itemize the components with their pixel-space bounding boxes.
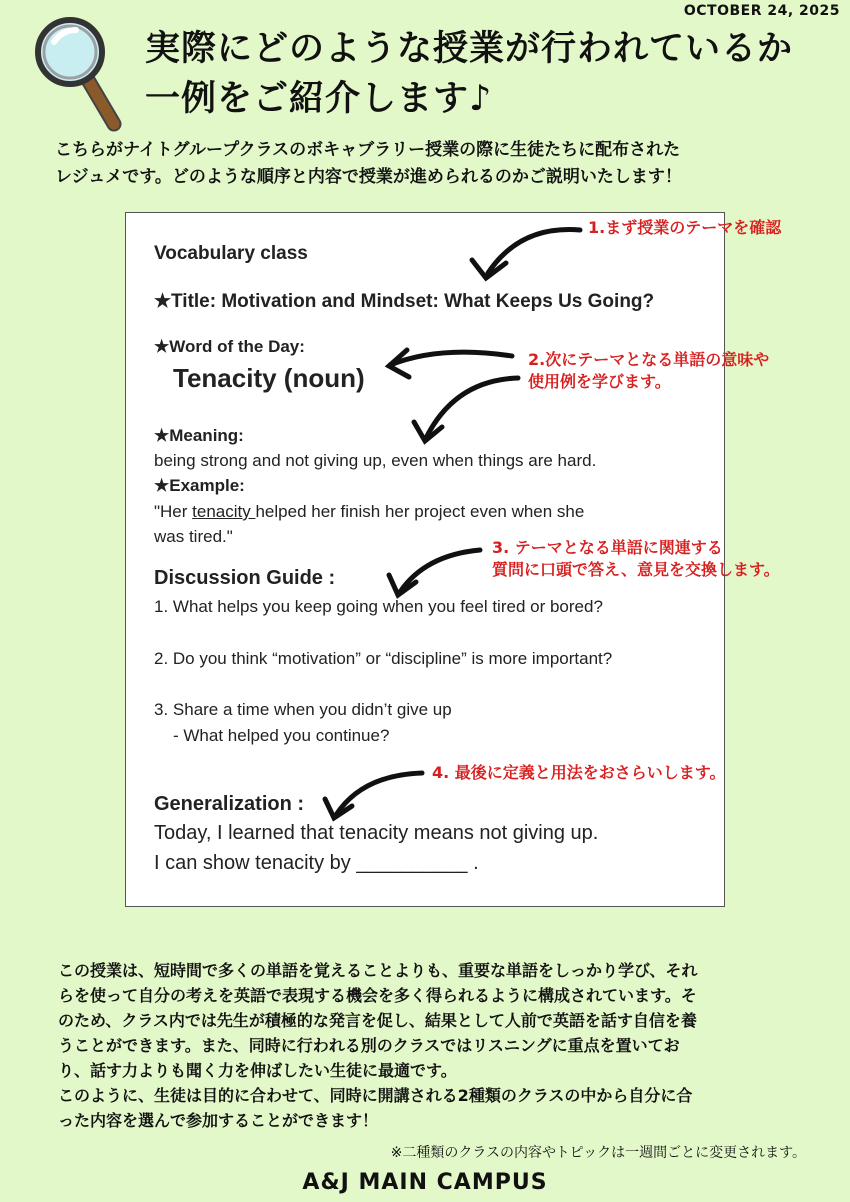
headline-line-2: 一例をご紹介します♪ [145, 79, 493, 119]
example-quote-start: "Her [154, 502, 193, 521]
page-headline [145, 24, 793, 124]
summary-line-7: った内容を選んで参加することができます！ [58, 1111, 379, 1130]
summary-line-1: この授業は、短時間で多くの単語を覚えることよりも、重要な単語をしっかり学び、それ [58, 961, 698, 980]
meaning-text: being strong and not giving up, even when things are hard. [154, 451, 597, 470]
intro-text [55, 137, 815, 191]
annotation-2-line-1: 2.次にテーマとなる単語の意味や [528, 350, 770, 369]
generalization-line-2: I can show tenacity by __________ . [154, 852, 479, 874]
summary-line-3: のため、クラス内では先生が積極的な発言を促し、結果として人前で英語を話す自信を養 [58, 1011, 697, 1030]
summary-line-4: うことができます。また、同時に行われる別のクラスではリスニングに重点を置いてお [58, 1036, 680, 1055]
summary-text [58, 958, 803, 1133]
annotation-1: 1.まず授業のテーマを確認 [588, 218, 782, 237]
campus-name: A&J MAIN CAMPUS [302, 1170, 548, 1195]
example-label: ★Example: [154, 476, 245, 495]
discussion-question-3-sub: - What helped you continue? [173, 726, 390, 745]
discussion-heading: Discussion Guide : [154, 567, 336, 589]
footnote: ※二種類のクラスの内容やトピックは一週間ごとに変更されます。 [390, 1145, 806, 1161]
magnifying-glass-icon [28, 12, 128, 132]
example-rest: helped her finish her project even when she [255, 502, 585, 521]
meaning-label: ★Meaning: [154, 426, 244, 445]
handout-heading: Vocabulary class [154, 243, 308, 264]
generalization-line-1: Today, I learned that tenacity means not giving up. [154, 822, 599, 844]
summary-line-6: このように、生徒は目的に合わせて、同時に開講される2種類のクラスの中から自分に合 [58, 1086, 693, 1105]
summary-line-5: り、話す力よりも聞く力を伸ばしたい生徒に最適です。 [58, 1061, 457, 1080]
annotation-2 [528, 349, 769, 393]
annotation-3-line-2: 質問に口頭で答え、意見を交換します。 [492, 560, 780, 579]
example-text [154, 502, 584, 522]
example-underlined-word: tenacity [192, 502, 256, 521]
intro-line-2: レジュメです。どのような順序と内容で授業が進められるのかご説明いたします！ [55, 167, 682, 187]
discussion-question-3: 3. Share a time when you didn’t give up [154, 700, 452, 719]
discussion-question-2: 2. Do you think “motivation” or “discipline” is more important? [154, 649, 613, 668]
handout-title: ★Title: Motivation and Mindset: What Keeps Us Going? [154, 291, 655, 312]
intro-line-1: こちらがナイトグループクラスのボキャブラリー授業の際に生徒たちに配布された [55, 140, 681, 160]
date-label: OCTOBER 24, 2025 [683, 3, 840, 19]
example-text-line-2: was tired." [154, 527, 233, 546]
summary-line-2: らを使って自分の考えを英語で表現する機会を多く得られるように構成されています。そ [58, 986, 697, 1005]
headline-line-1: 実際にどのような授業が行われているか [145, 29, 794, 69]
annotation-2-line-2: 使用例を学びます。 [528, 372, 671, 391]
annotation-4: 4. 最後に定義と用法をおさらいします。 [432, 763, 726, 782]
annotation-3-line-1: 3. テーマとなる単語に関連する [492, 538, 723, 557]
word-of-day-label: ★Word of the Day: [154, 337, 305, 356]
generalization-heading: Generalization : [154, 793, 305, 815]
word-of-day: Tenacity (noun) [173, 363, 365, 393]
discussion-question-1: 1. What helps you keep going when you feel tired or bored? [154, 597, 603, 616]
annotation-3 [492, 537, 780, 581]
